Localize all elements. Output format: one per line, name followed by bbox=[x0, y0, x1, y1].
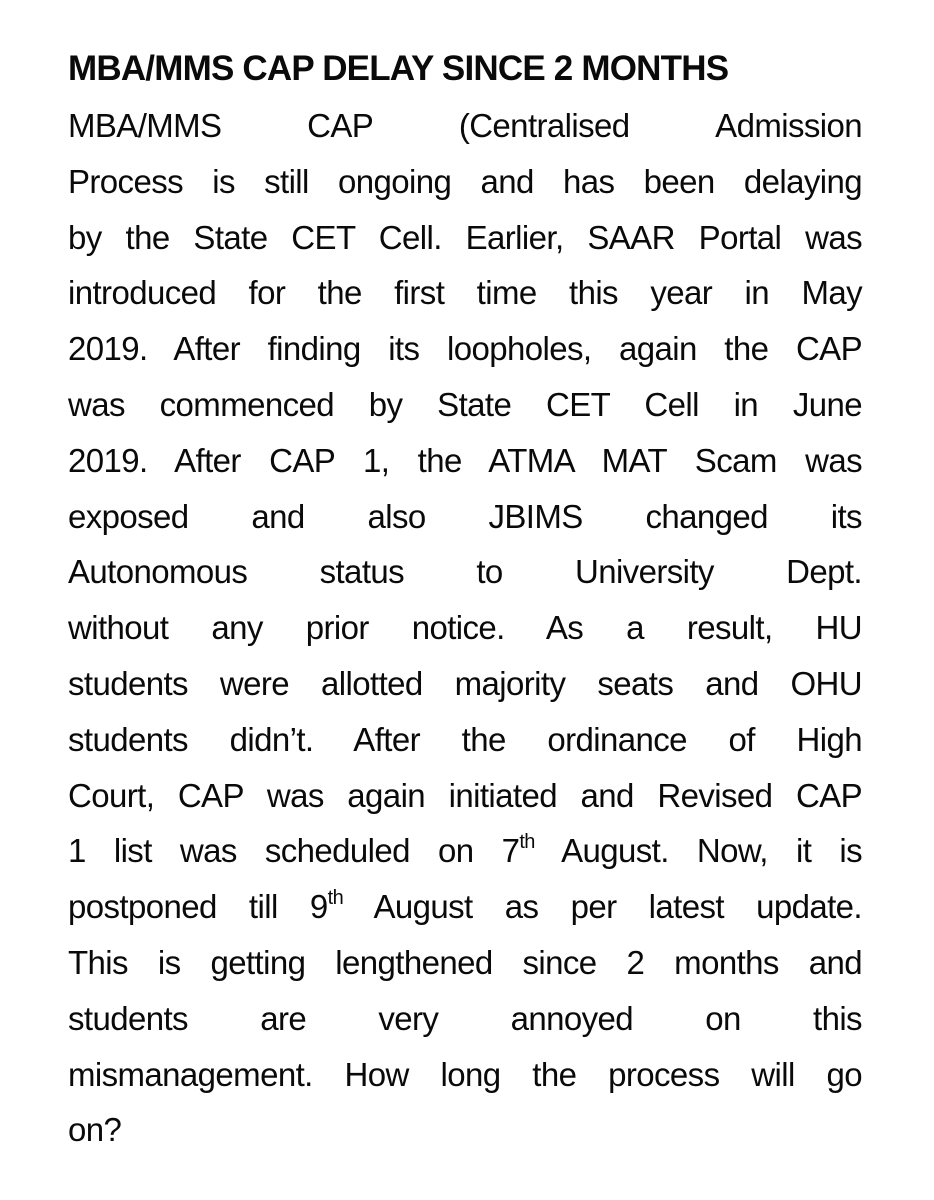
document-paragraph bbox=[68, 98, 862, 1158]
paragraph-word: status bbox=[319, 553, 405, 591]
paragraph-line bbox=[68, 154, 862, 210]
paragraph-line-text bbox=[68, 888, 862, 925]
paragraph-line bbox=[68, 823, 862, 879]
line-text-after-ordinal: August. Now, it is bbox=[534, 832, 862, 870]
paragraph-line-text: Process is still ongoing and has been delaying bbox=[68, 162, 862, 200]
paragraph-line bbox=[68, 433, 862, 489]
paragraph-word: JBIMS bbox=[488, 497, 583, 535]
document-page bbox=[68, 44, 862, 1158]
paragraph-line-text: students were allotted majority seats and OHU bbox=[68, 664, 862, 702]
paragraph-word: (Centralised bbox=[458, 107, 630, 144]
paragraph-line bbox=[68, 210, 862, 266]
paragraph-word: and bbox=[251, 497, 305, 535]
paragraph-line bbox=[68, 768, 862, 824]
paragraph-line bbox=[68, 1102, 862, 1158]
paragraph-line-text: Court, CAP was again initiated and Revised CAP bbox=[68, 776, 862, 814]
paragraph-word: CAP bbox=[307, 107, 374, 144]
paragraph-line-text bbox=[68, 832, 862, 869]
paragraph-word: changed bbox=[645, 497, 768, 535]
line-text-after-ordinal: August as per latest update. bbox=[343, 888, 862, 926]
paragraph-line bbox=[68, 321, 862, 377]
paragraph-line bbox=[68, 879, 862, 935]
paragraph-word: also bbox=[367, 497, 426, 535]
paragraph-word: Admission bbox=[715, 107, 862, 144]
paragraph-word: are bbox=[260, 999, 307, 1037]
paragraph-line-text: mismanagement. How long the process will go bbox=[68, 1055, 862, 1093]
paragraph-word: this bbox=[813, 999, 862, 1037]
paragraph-line-text: was commenced by State CET Cell in June bbox=[68, 385, 862, 423]
paragraph-line-text: 2019. After finding its loopholes, again the CAP bbox=[68, 330, 862, 368]
paragraph-line-text: on? bbox=[68, 1111, 122, 1149]
paragraph-line bbox=[68, 377, 862, 433]
paragraph-word: very bbox=[378, 999, 439, 1037]
ordinal-suffix: th bbox=[519, 831, 535, 854]
paragraph-word: exposed bbox=[68, 497, 189, 535]
paragraph-line bbox=[68, 712, 862, 768]
paragraph-word: Autonomous bbox=[68, 553, 248, 591]
paragraph-word: students bbox=[68, 999, 188, 1037]
paragraph-line bbox=[68, 656, 862, 712]
paragraph-word: its bbox=[830, 497, 862, 535]
paragraph-line bbox=[68, 1047, 862, 1103]
paragraph-line-text: students didn’t. After the ordinance of High bbox=[68, 720, 862, 758]
paragraph-line bbox=[68, 935, 862, 991]
paragraph-word: MBA/MMS bbox=[68, 107, 222, 144]
paragraph-line-text: 2019. After CAP 1, the ATMA MAT Scam was bbox=[68, 441, 862, 479]
paragraph-word: annoyed bbox=[510, 999, 633, 1037]
paragraph-line bbox=[68, 544, 862, 600]
paragraph-word: on bbox=[705, 999, 741, 1037]
paragraph-word: to bbox=[476, 553, 503, 591]
paragraph-line bbox=[68, 991, 862, 1047]
paragraph-line-text: by the State CET Cell. Earlier, SAAR Portal was bbox=[68, 218, 862, 256]
document-title: MBA/MMS CAP DELAY SINCE 2 MONTHS bbox=[68, 49, 729, 88]
line-text-before-ordinal: 1 list was scheduled on 7 bbox=[68, 832, 520, 870]
paragraph-line bbox=[68, 265, 862, 321]
line-text-before-ordinal: postponed till 9 bbox=[68, 888, 328, 926]
paragraph-word: University bbox=[574, 553, 714, 591]
paragraph-word: Dept. bbox=[786, 553, 862, 591]
paragraph-line bbox=[68, 600, 862, 656]
paragraph-line bbox=[68, 489, 862, 545]
paragraph-line-text: This is getting lengthened since 2 months and bbox=[68, 943, 862, 981]
paragraph-line-text: without any prior notice. As a result, HU bbox=[68, 609, 862, 647]
paragraph-line-text: introduced for the first time this year in May bbox=[68, 274, 862, 312]
paragraph-line bbox=[68, 98, 862, 154]
ordinal-suffix: th bbox=[327, 887, 344, 910]
